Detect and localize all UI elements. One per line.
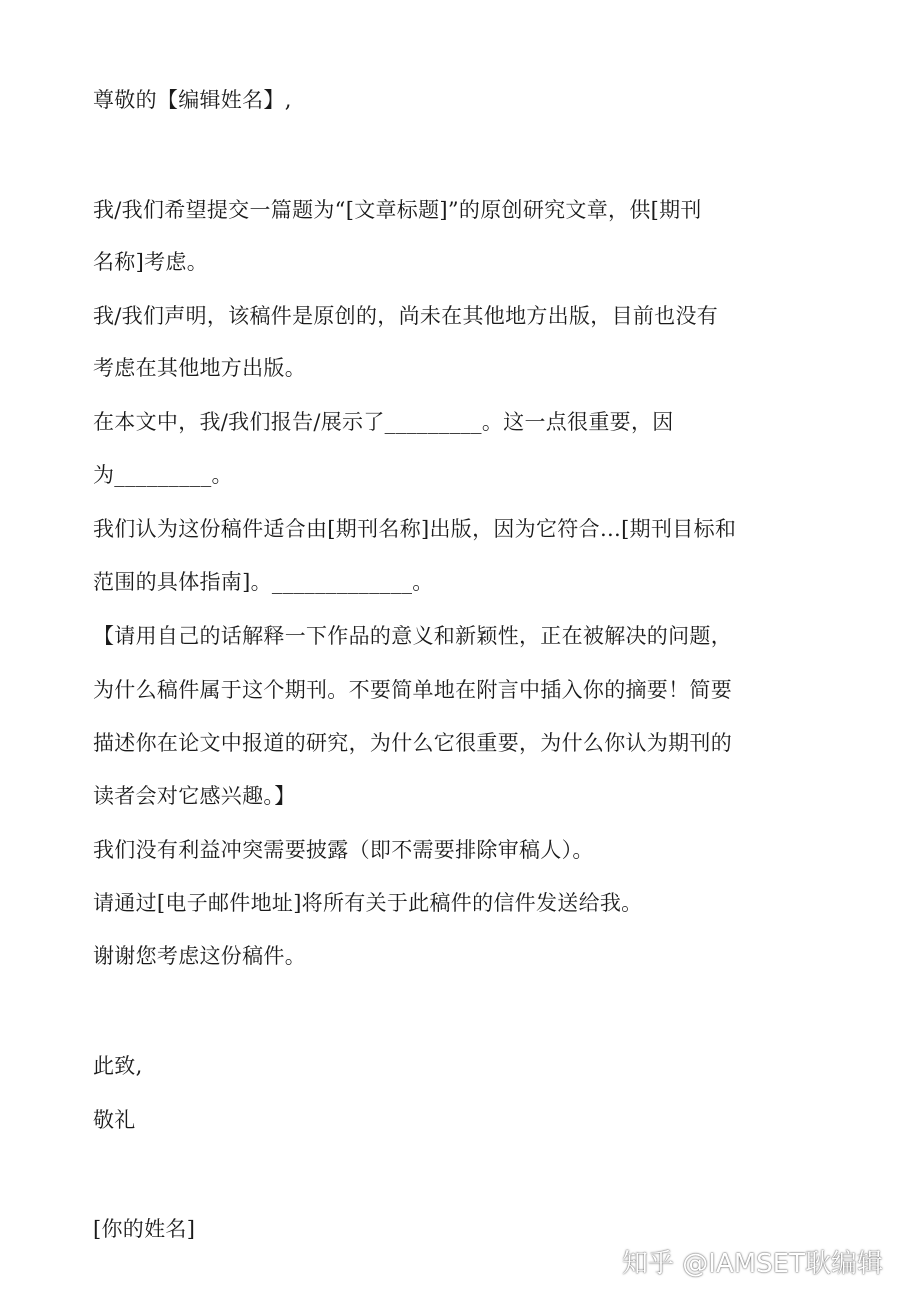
paragraph-fit-line-1: 我们认为这份稿件适合由[期刊名称]出版，因为它符合…[期刊目标和: [93, 517, 737, 541]
paragraph-intro-line-2: 名称]考虑。: [93, 250, 208, 274]
closing-regards: 此致,: [93, 1054, 143, 1078]
paragraph-instructions-line-2: 为什么稿件属于这个期刊。不要简单地在附言中插入你的摘要！简要: [93, 678, 732, 702]
paragraph-conflict: 我们没有利益冲突需要披露（即不需要排除审稿人）。: [93, 838, 594, 862]
zhihu-watermark: 知乎 @IAMSET耿编辑: [622, 1249, 883, 1279]
paragraph-instructions-line-4: 读者会对它感兴趣。】: [93, 784, 296, 808]
paragraph-fit-line-2: 范围的具体指南]。_____________。: [93, 570, 434, 594]
paragraph-intro-line-1: 我/我们希望提交一篇题为“[文章标题]”的原创研究文章，供[期刊: [93, 198, 702, 222]
paragraph-instructions-line-1: 【请用自己的话解释一下作品的意义和新颖性，正在被解决的问题，: [93, 624, 732, 648]
paragraph-correspondence: 请通过[电子邮件地址]将所有关于此稿件的信件发送给我。: [93, 891, 643, 915]
closing-salute: 敬礼: [93, 1108, 136, 1132]
paragraph-findings-line-2: 为_________。: [93, 463, 233, 487]
paragraph-declaration-line-1: 我/我们声明，该稿件是原创的，尚未在其他地方出版，目前也没有: [93, 304, 719, 328]
paragraph-thanks: 谢谢您考虑这份稿件。: [93, 944, 306, 968]
greeting: 尊敬的【编辑姓名】,: [93, 88, 292, 112]
paragraph-instructions-line-3: 描述你在论文中报道的研究，为什么它很重要，为什么你认为期刊的: [93, 731, 732, 755]
paragraph-findings-line-1: 在本文中，我/我们报告/展示了_________。这一点很重要，因: [93, 410, 674, 434]
signature-placeholder: [你的姓名]: [93, 1217, 196, 1241]
paragraph-declaration-line-2: 考虑在其他地方出版。: [93, 356, 306, 380]
